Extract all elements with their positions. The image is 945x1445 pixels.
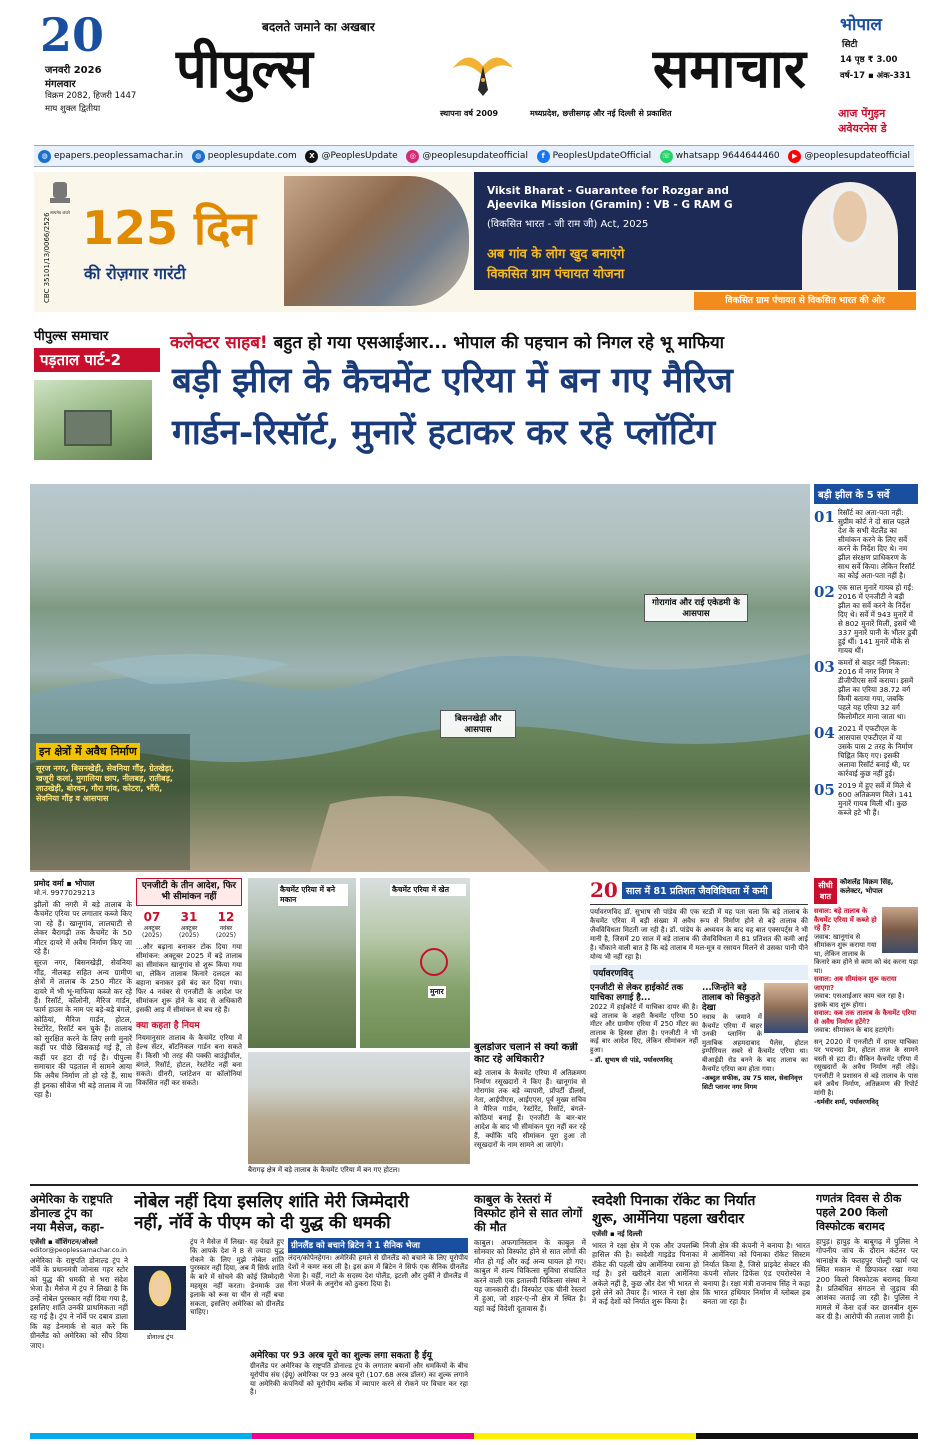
greenland-title: ग्रीनलैंड को बचाने ब्रिटेन ने 1 सैनिक भेजा xyxy=(288,1238,468,1253)
nobel-story xyxy=(134,1192,468,1428)
kicker-text: बहुत हो गया एसआईआर... भोपाल की पहचान को निगल रहे भू माफिया xyxy=(273,333,725,353)
published-from: मध्यप्रदेश, छत्तीसगढ़ और नई दिल्ली से प्रकाशित xyxy=(530,109,672,118)
day-note-2: अवेयरनेस डे xyxy=(838,122,887,135)
ngt-date: 07 अक्टूबर (2025) xyxy=(142,910,162,939)
survey-item: 04 2021 में एफटीएल के आसपास एफटीएल में या उसके पास 2 तरह के निर्माण चिह्नित किए गए। इसकी अलावा रिसॉर्ट बनाई थी, पर कार्रवाई कुछ नहीं हुई। xyxy=(814,724,913,778)
day-note-1: आज पेंगुइन xyxy=(838,107,886,120)
color-registration-strip xyxy=(30,1433,918,1439)
whatsapp-icon: ☏ xyxy=(660,150,673,163)
tariff-title: अमेरिका पर 93 अरब यूरो का शुल्क लगा सकता है ईयू xyxy=(250,1351,432,1361)
globe-icon: ◍ xyxy=(38,150,51,163)
illegal-title: इन क्षेत्रों में अवैध निर्माण xyxy=(36,743,140,760)
social-item-instagram[interactable]: ◎ @peoplesupdateofficial xyxy=(406,150,528,163)
ngt-petition-sign: - डॉ. सुभाष सी पांडे, पर्यावरणविद् xyxy=(590,1055,673,1064)
instagram-icon: ◎ xyxy=(406,150,419,163)
ngt-date: 12 नवंबर (2025) xyxy=(216,910,236,939)
pen-nib-logo xyxy=(448,38,518,98)
established: स्थापना वर्ष 2009 xyxy=(440,109,499,118)
ad-pm-portrait xyxy=(802,182,898,290)
ad-photo xyxy=(284,176,469,306)
surveys-sidebar xyxy=(814,484,918,872)
month-year: जनवरी 2026 xyxy=(45,65,102,76)
ad-scheme-hi: (विकसित भारत - जी राम जी) Act, 2025 xyxy=(487,219,649,230)
series-title: पड़ताल पार्ट-2 xyxy=(34,348,160,372)
sidhi-baat-person: कौशलेंद्र विक्रम सिंह, कलेक्टर, भोपाल xyxy=(839,878,894,895)
photo-caption: बैरागढ़ क्षेत्र में बड़े तालाब के कैचमेंट एरिया में बन गए होटल। xyxy=(248,1166,470,1175)
youtube-icon: ▶ xyxy=(788,150,801,163)
sidhi-note-sign: -धर्मवीर शर्मा, पर्यावरणविद् xyxy=(814,1098,879,1106)
emblem-caption: सत्यमेव जयते xyxy=(50,210,70,215)
republic-h1: गणतंत्र दिवस से ठीक xyxy=(816,1192,902,1205)
survey-item: 01 रिसॉर्ट का अता-पता नहीं: सुप्रीम कोर्ट ने दो साल पहले देश के सभी वेटलैंड का सीमांकन करने के लिए सर्वे करने के निर्देश दिए थे। नम झील संरक्षण प्राधिकरण के साथ सर्वे किया। लेकिन रिसॉर्ट का कोई अता-पता नहीं है। xyxy=(814,508,915,580)
biodiversity-text: पर्यावरणविद डॉ. सुभाष सी पांडेय की एक स्टडी में यह पता चला कि बड़े तालाब के कैचमेंट एरिया में बड़ी संख्या में अवैध रूप से निर्माण होने से बड़े तालाब की जैवविविधता मिटती जा रही है। डॉ. पांडेय के अध्ययन के बाद यह बात एक्सपर्ट्स ने भी मानी है, जिसमें 20 साल में बड़े तालाब की जैवविविधता में 81 प्रतिशत की कमी आई है। चौंकाने वाली बात है कि बड़े तालाब में मल-मूत्र व रसायन मिलने से उसका पानी पीने योग्य भी नहीं रहा है। xyxy=(590,908,808,961)
survey-item: 02 एक साल मुनारें गायब हो गईं: 2016 में एनजीटी ने बड़ी झील का सर्वे करने के निर्देश दिए थे। सर्वे में 943 मुनारें में से 802 मुनारें मिलीं, इसमें भी 337 मुनारें पानी के भीतर डूबी हुई थीं। 141 मुनारें मौके से गायब थीं। xyxy=(814,583,918,655)
pinaka-h2: शुरू, आर्मेनिया पहला खरीदार xyxy=(592,1211,745,1227)
nobel-h2: नहीं, नॉर्वे के पीएम को दी युद्ध की धमकी xyxy=(134,1213,391,1233)
year-issue: वर्ष-17 ▪ अंक-331 xyxy=(840,71,911,81)
sidhi-baat-tag: सीधी बात xyxy=(814,878,837,904)
ngt-column xyxy=(136,878,242,1178)
trump-email: editor@peoplessamachar.co.in xyxy=(30,1247,127,1254)
trump-h3: नया मैसेज, कहा- xyxy=(30,1220,105,1234)
tagline: बदलते जमाने का अखबार xyxy=(262,20,375,34)
photo-label-gora: गोरागांव और राई एकेडमी के आसपास xyxy=(644,594,748,622)
republic-h3: विस्फोटक बरामद xyxy=(816,1220,885,1233)
bulldozer-column xyxy=(474,1042,586,1178)
kabul-headline: काबुल के रेस्तरां में विस्फोट होने से सात लोगों की मौत xyxy=(474,1192,583,1234)
series-box xyxy=(34,326,160,466)
photo-fields xyxy=(360,878,470,1048)
photo-label-fields: कैचमेंट एरिया में खेत xyxy=(390,884,466,896)
social-item-website[interactable]: ◍ peoplesupdate.com xyxy=(192,150,297,163)
env-title: पर्यावरणविद् xyxy=(590,965,808,980)
lake-aerial-photo xyxy=(30,484,810,872)
paper-name-left: पीपुल्स xyxy=(176,36,313,100)
rule-text: नियमानुसार तालाब के कैचमेंट एरिया में हेल्थ सेंटर, बॉटनिकल गार्डन बना सकते हैं। किसी भी तरह की पक्की बाउंड्रीवॉल, बंगले, रिसॉर्ट, होटल, रेस्टोरेंट नहीं बना सकते। ग्रीनरी, प्लांटेशन या कॉलोनियां विकसित नहीं कर सकते। xyxy=(136,1034,242,1087)
munar-pillar xyxy=(64,410,112,446)
sidhi-note: सन् 2020 में एनजीटी में दायर याचिका पर भदभदा डैम, होटल ताज के सामने बस्ती से हटा दी। सैकिन कैचमेंट एरिया में रसूखदारों के अवैध निर्माण नहीं तोड़े। एनजीटी ने प्रशासन से बड़े तालाब के पास बने अवैध निर्माण, अतिक्रमण की रिपोर्ट मांगी है। xyxy=(814,1037,918,1097)
ngt-title: एनजीटी के तीन आदेश, फिर भी सीमांकन नहीं xyxy=(136,878,242,906)
lead-headline-2: गार्डन-रिसॉर्ट, मुनारें हटाकर कर रहे प्लॉटिंग xyxy=(172,412,716,453)
city: भोपाल xyxy=(840,15,882,35)
bulldozer-text: बड़े तालाब के कैचमेंट एरिया में अतिक्रमण निर्माण रसूखदारों ने किए हैं। खानूगांव से गोरागांव तक बड़े व्यापारी, प्रॉपर्टी डीलर्स, नेता, आईपीएस, आईएएस, पूर्व मुख्य सचिव ने मैरिज गार्डन, रेस्टोरेंट, रिसॉर्ट, बंगले-कोठियां बनाई हैं। एनजीटी के बार-बार आदेश के बाद भी सीमांकन पूरा नहीं कर रहे हैं, क्योंकि यदि सीमांकन पूरा हुआ तो रसूखदारों के नाम सामने आ जाएंगे। xyxy=(474,1069,586,1149)
facebook-icon: f xyxy=(537,150,550,163)
emblem xyxy=(46,178,74,214)
ngt-petition-text: 2022 में हाईकोर्ट में याचिका दायर की है। बड़े तालाब के शहरी कैचमेंट एरिया 50 मीटर और ग्रामीण एरिया में 250 मीटर का तालाब के हिस्सा होता है। एनजीटी ने भी कई बार आदेश दिए, लेकिन सीमांकन नहीं हुआ। xyxy=(590,1003,698,1054)
survey-item: 03 कमरों से बाहर नहीं निकला: 2016 में नगर निगम ने डीजीपीएस सर्वे कराया। इसमें झील का एरिया 38.72 वर्ग किमी बताया गया, जबकि पहले यह एरिया 32 वर्ग किलोमीटर माना जाता था। xyxy=(814,658,914,721)
trump-text: अमेरिका के राष्ट्रपति डोनाल्ड ट्रंप ने नॉर्वे के प्रधानमंत्री जोनास गहर स्टोर को युद्ध की धमकी से भरा संदेश भेजा है। मैसेज में ट्रंप ने लिखा है कि उन्हें नोबेल पुरस्कार नहीं दिया गया है, इसलिए शांति उनकी प्राथमिकता नहीं रह गई है। ट्रंप ने नॉर्वे पर दबाव डाला कि वह डेनमार्क से बात करे कि ग्रीनलैंड को अमेरिका को सौंप दिया जाए। xyxy=(30,1256,128,1350)
trump-h2: डोनाल्ड ट्रंप का xyxy=(30,1206,93,1220)
trump-photo xyxy=(134,1266,186,1330)
national-emblem-icon xyxy=(46,178,74,206)
ad-slogan-2: विकसित ग्राम पंचायत योजना xyxy=(487,267,625,282)
republic-story xyxy=(816,1192,918,1428)
pinaka-text-1: भारत ने रक्षा क्षेत्र में एक और उपलब्धि हासिल की है। स्वदेशी गाइडेड पिनाका रॉकेट की पहली खेप आर्मेनिया रवाना हो गई है। इसे खरीदने वाला आर्मेनिया अकेले नहीं है, कुछ और देश भी भारत से इसे लेने को तैयार हैं। भारत ने रक्षा क्षेत्र में कई देशों को निर्यात शुरू किया है। xyxy=(592,1241,699,1307)
tithi: माघ शुक्ल द्वितीया xyxy=(45,104,101,114)
ad-scheme-en: Viksit Bharat - Guarantee for Rozgar and Ajeevika Mission (Gramin) : VB - G RAM G xyxy=(487,185,733,211)
masthead xyxy=(0,0,945,140)
tariff-text: ग्रीनलैंड पर अमेरिका के राष्ट्रपति डोनाल्ड ट्रंप के लगातार बयानों और धमकियों के बीच यूरोपीय संघ (ईयू) अमेरिका पर 93 अरब यूरो (107.68 अरब डॉलर) का शुल्क लगाने या अमेरिकी कंपनियों को यूरोपीय ब्लॉक में व्यापार करने से रोकने पर विचार कर रहा है। xyxy=(250,1362,468,1397)
ngt-petition-title: एनजीटी से लेकर हाईकोर्ट तक याचिका लगाई है... xyxy=(590,983,684,1003)
republic-text: हापुड़। हापुड़ के बाबूगढ़ में पुलिस ने गोपनीय जांच के दौरान कंटेनर पर थानाक्षेत्र के फतहपुर पोल्ट्री फार्म पर स्थित मकान में छिपाकर रखा गया 200 किलो विस्फोटक बरामद किया है। प्रतिबंधित संगठन से जुड़ाव की आशंका जताई जा रही है। पुलिस ने मामले में केस दर्ज कर छानबीन शुरू कर दी है। आरोपी की तलाश जारी है। xyxy=(816,1237,918,1322)
greenland-text: लंदन/कोपेनहेगन। अमेरिकी हमले से ग्रीनलैंड को बचाने के लिए यूरोपीय देशों ने कमर कस ली है। इस क्रम में ब्रिटेन ने सिर्फ एक सैनिक ग्रीनलैंड भेजा है। वहीं, नाटो के सदस्य देश पोलैंड, इटली और तुर्की ने ग्रीनलैंड में सेना भेजने के अनुरोध को ठुकरा दिया है। xyxy=(288,1254,468,1289)
social-item-whatsapp[interactable]: ☏ whatsapp 9644644460 xyxy=(660,150,780,163)
byline: प्रमोद वर्मा ▪ भोपाल xyxy=(34,879,95,888)
series-photo xyxy=(34,380,152,460)
lead-story-column xyxy=(34,878,132,1178)
ngt-date: 31 अक्टूबर (2025) xyxy=(179,910,199,939)
illegal-box xyxy=(30,734,190,870)
munar-circle xyxy=(420,948,448,976)
biodiversity-column xyxy=(590,878,808,1178)
bulldozer-title: बुलडोजर चलाने से क्यों कन्नी काट रहे अधिकारी? xyxy=(474,1042,578,1065)
ad-banner[interactable] xyxy=(34,172,916,312)
lead-para: झीलों की नगरी में बड़े तालाब के कैचमेंट एरिया पर लगातार कब्जे किए जा रहे हैं। खानूगांव, लालघाटी से लेकर बैरागढ़ी तक कैचमेंट के 50 मीटर दायरे में अवैध निर्माण किए जा रहे हैं। xyxy=(34,900,132,957)
rule-title: क्या कहता है नियम xyxy=(136,1021,200,1031)
x-icon: X xyxy=(305,150,318,163)
lake-text: नवाब के जमाने में कैचमेंट एरिया में बाहर उनकी प्लानिंग के मुताबिक अहमदाबाद पैलेस, होटल इम्पीरियल सबरे से कैचमेंट एरिया था। बीआईडी रोड बनने के बाद तालाब का कैचमेंट एरिया कम होता गया। xyxy=(702,1013,808,1073)
biodiversity-title: साल में 81 प्रतिशत जैवविविधता में कमी xyxy=(622,882,772,899)
trump-h1: अमेरिका के राष्ट्रपति xyxy=(30,1192,113,1206)
ngt-dates xyxy=(136,910,242,939)
pinaka-story xyxy=(592,1192,810,1428)
trump-photo-caption: डोनाल्ड ट्रंप xyxy=(146,1333,174,1341)
ad-guarantee: की रोज़गार गारंटी xyxy=(84,264,186,283)
paper-name-right: समाचार xyxy=(652,36,806,100)
series-logo: पीपुल्स समाचार xyxy=(34,329,109,344)
kicker-red: कलेक्टर साहब! xyxy=(170,333,268,353)
photo-hotel xyxy=(248,1052,470,1164)
lake-title: ...जिन्होंने बड़े तालाब को सिकुड़ते देखा xyxy=(702,983,761,1013)
weekday: मंगलवार xyxy=(45,79,76,90)
kabul-story xyxy=(474,1192,586,1428)
social-item-youtube[interactable]: ▶ @peoplesupdateofficial xyxy=(788,150,910,163)
collector-photo xyxy=(882,907,918,953)
social-item-x[interactable]: X @PeoplesUpdate xyxy=(305,150,397,163)
pinaka-byline: एजेंसी ▪ नई दिल्ली xyxy=(592,1230,643,1238)
pinaka-text-2: निजी क्षेत्र की कंपनी ने बनाया है। भारत में आर्मेनिया को पिनाका रॉकेट सिस्टम निर्यात किया है, जिसे प्राइवेट सेक्टर की कंपनी सोलर डिफेंस एंड एयरोस्पेस ने बनाया है। रक्षा मंत्री राजनाथ सिंह ने कहा कि भारत हथियार निर्माण में ग्लोबल हब बनता जा रहा है। xyxy=(703,1241,810,1307)
illegal-list: सूरज नगर, बिसनखेड़ी, सेवनिया गौंड़, ग्रेतखेड़ा, खजूरी कलां, मुगालिया छाप, नीलबड़, रातीबड़, लाउखेड़ी, बोरवन, गौरा गांव, कोटरा, भौंरी, सेवनिया गौंड़ व आसपास xyxy=(36,764,175,803)
ngt-text: ...और बढ़ाना बनाकर टोक दिया गया सीमांकन: अक्टूबर 2025 में बड़े तालाब का सीमांकन खानूगांव से शुरू किया गया था, लेकिन तालाब किनारे दलदल का बहाना बनाकर इसे बंद कर दिया गया। फिर 4 नवंबर से एनजीटी के आदेश पर सीमांकन शुरू होने के बाद से अधिकारी इसकी आड़ में सीमांकन से बच रहे हैं। xyxy=(136,943,242,1014)
trump-story xyxy=(30,1192,128,1428)
cbc-code: CBC 35101/13/0066/2526 xyxy=(43,212,51,303)
globe-icon: ◍ xyxy=(192,150,205,163)
edition: सिटी xyxy=(842,40,858,50)
lake-sign: -अब्दुल सफीक, उम्र 75 साल, सेवानिवृत्त सिटी प्लानर नगर निगम xyxy=(702,1074,803,1092)
photo-houses xyxy=(248,878,356,1048)
ad-footer: विकसित ग्राम पंचायत से विकसित भारत की ओर xyxy=(694,292,916,310)
photo-collage xyxy=(248,878,470,1178)
kabul-text: काबुल। अफगानिस्तान के काबुल में सोमवार को विस्फोट होने से सात लोगों की मौत हो गई और कई अन्य घायल हो गए। काबुल में शल्य चिकित्सा सुविधा संचालित करने वाली एक इतालवी चिकित्सा संस्था ने यह जानकारी दी। विस्फोट एक चीनी रेस्तरां में हुआ, जो शहर-ए-नौ क्षेत्र में स्थित है। यहां कई विदेशी दूतावास हैं। xyxy=(474,1238,586,1313)
nobel-text: ट्रंप ने मैसेज में लिखा- यह देखते हुए कि आपके देश ने 8 से ज्यादा युद्ध रोकने के लिए मुझे नोबेल शांति पुरस्कार नहीं दिया, अब मैं सिर्फ शांति के बारे में सोचने की कोई जिम्मेदारी महसूस नहीं करता। डेनमार्क उस इलाके को रूस या चीन से नहीं बचा सकता, इसलिए अमेरिका को ग्रीनलैंड चाहिए। xyxy=(190,1238,284,1317)
survey-item: 05 2019 में हुए सर्वे में मिले थे 600 अतिक्रमण मिले। 141 मुनारें गायब मिली थीं। कुछ कब्जे हटे भी हैं। xyxy=(814,781,913,817)
surveys-title: बड़ी झील के 5 सर्वे xyxy=(814,484,918,504)
ad-slogan-1: अब गांव के लोग खुद बनाएंगे xyxy=(487,247,625,262)
pages-price: 14 पृष्ठ ₹ 3.00 xyxy=(840,55,898,65)
expert-photo xyxy=(764,983,808,1033)
republic-h2: पहले 200 किलो xyxy=(816,1206,888,1219)
photo-label-houses: कैचमेंट एरिया में बने मकान xyxy=(278,884,348,906)
trump-byline: एजेंसी ▪ वॉशिंगटन/ओस्लो xyxy=(30,1238,98,1246)
photo-label-munar: मुनार xyxy=(430,987,444,996)
biodiversity-num: 20 xyxy=(590,878,618,902)
pinaka-h1: स्वदेशी पिनाका रॉकेट का निर्यात xyxy=(592,1193,756,1209)
nobel-h1: नोबेल नहीं दिया इसलिए शांति मेरी जिम्मेदारी xyxy=(134,1192,409,1212)
lead-headline-1: बड़ी झील के कैचमेंट एरिया में बन गए मैरिज xyxy=(172,360,733,401)
vikram-date: विक्रम 2082, हिजरी 1447 xyxy=(45,91,137,101)
byline-phone: मो.नं. 9977029213 xyxy=(34,889,96,897)
lead-kicker xyxy=(170,330,920,353)
social-item-facebook[interactable]: f PeoplesUpdateOfficial xyxy=(537,150,651,163)
photo-label-bisan: बिसनखेड़ी और आसपास xyxy=(440,710,516,738)
social-strip xyxy=(34,145,914,167)
date-number: 20 xyxy=(40,8,105,62)
lead-para: सूरज नगर, बिसनखेड़ी, सेवनिया गौंड़, नीलबड़ सहित अन्य ग्रामीण क्षेत्रों में तालाब के 250 मीटर के दायरे में भी भू-माफिया कब्जे कर रहे हैं। रिसॉर्ट, कॉलोनी, मैरिज गार्डन, फार्म हाउस के नाम पर बड़े-बड़े बंगले, कोठियां, मैरिज गार्डन, होटल, रेस्टोरेंट, रिसॉर्ट बन चुके हैं। तालाब को सुरक्षित करने के लिए लगी मुनारें कहीं पर पीछे खिसकाई गई हैं, तो कहीं पर हटा दी गई हैं। पीपुल्स समाचार की पड़ताल में सामने आया कि अवैध निर्माण तो हो रहे हैं, साथ ही इनका सीवेज भी बड़े तालाब में जा रहा है। xyxy=(34,958,132,1100)
sidhi-baat-column xyxy=(814,878,918,1178)
social-item-epaper[interactable]: ◍ epapers.peoplessamachar.in xyxy=(38,150,183,163)
divider xyxy=(30,1184,918,1186)
qa: सवाल: बड़े तालाब के कैचमेंट एरिया में कब्जे हो रहे हैं? जवाब: खानूगांव से सीमांकन शुरू कराया गया था, लेकिन तालाब के किनारे कम होने से काम को बंद करना पड़ा था। सवाल: अब सीमांकन शुरू कराया जाएगा? जवाब: एसआईआर काम चल रहा है। इसके बाद शुरू होगा। सवाल: कब तक तालाब के कैचमेंट एरिया से अवैध निर्माण हटेंगे? जवाब: सीमांकन के बाद हटाएंगे। xyxy=(814,907,918,1034)
biodiversity-header xyxy=(590,878,808,905)
ad-days: 125 दिन xyxy=(82,201,256,255)
paper-name xyxy=(176,33,806,103)
